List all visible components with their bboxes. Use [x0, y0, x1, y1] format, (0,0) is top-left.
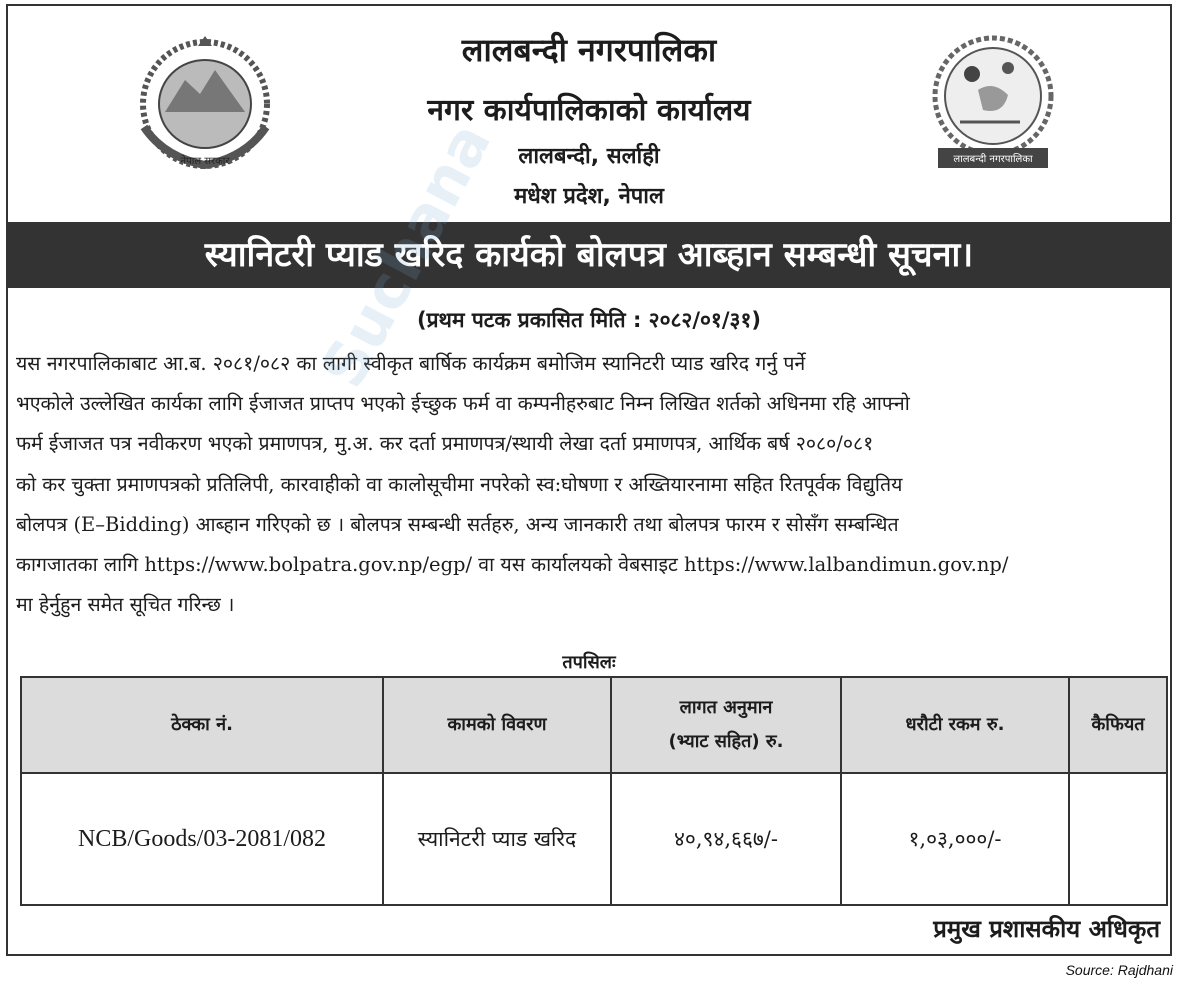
body-line: यस नगरपालिकाबाट आ.ब. २०८१/०८२ का लागी स्वीकृत बार्षिक कार्यक्रम बमोजिम स्यानिटरी प्याड खरिद गर्नु पर्ने — [16, 352, 806, 375]
estimate-cell: ४०,९४,६६७/- — [611, 773, 841, 905]
org-name: लालबन्दी नगरपालिका — [461, 31, 717, 69]
header-contract-no: ठेक्का नं. — [21, 677, 383, 773]
body-line: को कर चुक्ता प्रमाणपत्रको प्रतिलिपी, कारवाहीको वा कालोसूचीमा नपरेको स्व:घोषणा र अख्तियारनामा सहित रितपूर्वक विद्युतिय — [16, 472, 903, 496]
publication-date: (प्रथम पटक प्रकासित मिति : २०८२/०१/३१) — [417, 308, 761, 332]
remarks-cell — [1069, 773, 1167, 905]
body-line: फर्म ईजाजत पत्र नवीकरण भएको प्रमाणपत्र, मु.अ. कर दर्ता प्रमाणपत्र/स्थायी लेखा दर्ता प्रमाणपत्र, आर्थिक बर्ष २०८०/०८१ — [16, 432, 874, 456]
office-name: नगर कार्यपालिकाको कार्यालय — [427, 93, 751, 128]
notice-frame — [6, 4, 1172, 956]
province: मधेश प्रदेश, नेपाल — [514, 184, 664, 209]
notice-title-banner: स्यानिटरी प्याड खरिद कार्यको बोलपत्र आब्हान सम्बन्धी सूचना। — [8, 222, 1170, 288]
schedule-table — [20, 676, 1168, 906]
header-description: कामको विवरण — [383, 677, 611, 773]
body-line: बोलपत्र (E–Bidding) आब्हान गरिएको छ । बोलपत्र सम्बन्धी सर्तहरु, अन्य जानकारी तथा बोलपत्र फारम र सोसँग सम्बन्धित — [16, 512, 899, 536]
source-credit: Source: Rajdhani — [1065, 962, 1173, 978]
header-deposit: धरौटी रकम रु. — [841, 677, 1069, 773]
table-header-row — [21, 677, 1167, 773]
notice-body — [16, 344, 1166, 625]
municipality-logo-icon — [920, 30, 1066, 176]
body-line: भएकोले उल्लेखित कार्यका लागि ईजाजत प्राप्तप भएको ईच्छुक फर्म वा कम्पनीहरुबाट निम्न लिखित शर्तको अधिनमा रहि आफ्नो — [16, 392, 910, 416]
table-row — [21, 773, 1167, 905]
signatory-title: प्रमुख प्रशासकीय अधिकृत — [933, 915, 1160, 943]
right-emblem-text: लालबन्दी नगरपालिका — [953, 154, 1033, 165]
body-line: मा हेर्नुहुन समेत सूचित गरिन्छ । — [16, 593, 235, 617]
header-estimate — [611, 677, 841, 773]
schedule-label: तपसिलः — [562, 652, 616, 673]
location: लालबन्दी, सर्लाही — [518, 144, 660, 169]
deposit-cell: १,०३,०००/- — [841, 773, 1069, 905]
description-cell: स्यानिटरी प्याड खरिद — [383, 773, 611, 905]
header-remarks: कैफियत — [1069, 677, 1167, 773]
left-emblem-text: नेपाल सरकार — [180, 156, 230, 167]
notice-header — [8, 6, 1170, 222]
contract-no-cell: NCB/Goods/03-2081/082 — [21, 773, 383, 905]
header-estimate-line2: (भ्याट सहित) रु. — [668, 731, 784, 752]
header-estimate-line1: लागत अनुमान — [679, 697, 773, 718]
body-line: कागजातका लागि https://www.bolpatra.gov.np/egp/ वा यस कार्यालयको वेबसाइट https://www.lalbandimun.gov.np/ — [16, 553, 1009, 577]
